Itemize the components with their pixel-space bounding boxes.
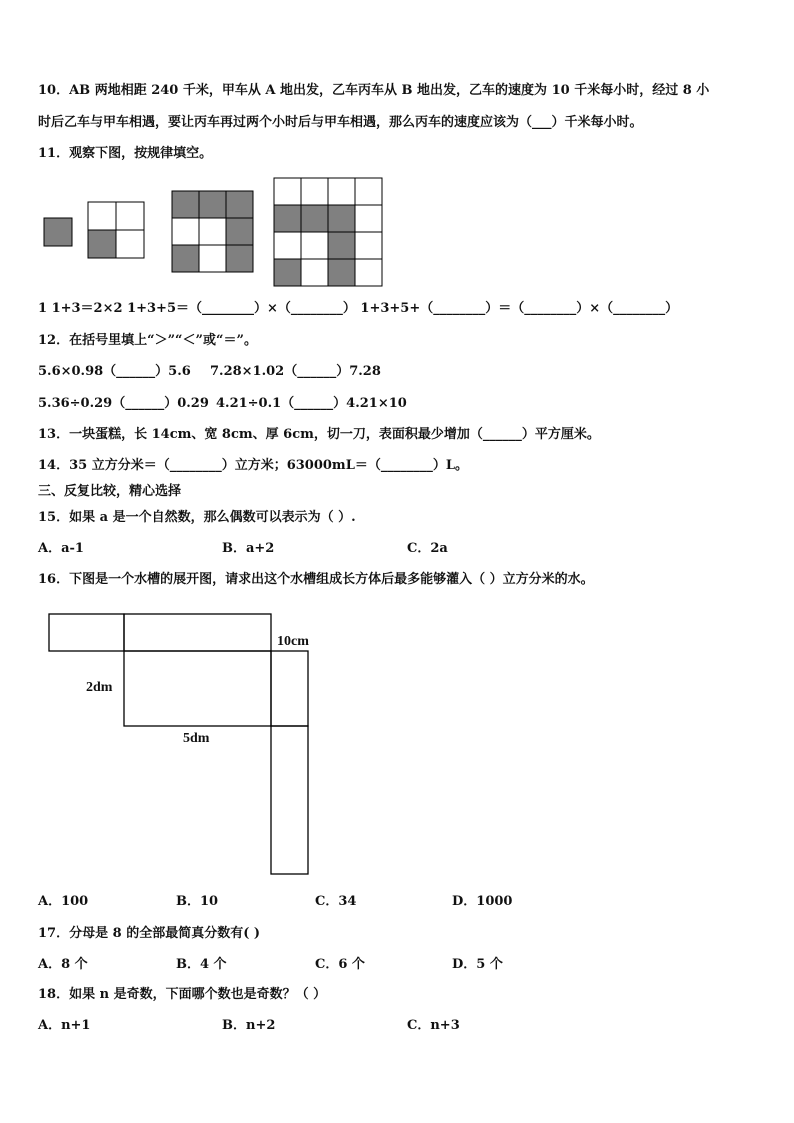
square-pattern-3 bbox=[172, 191, 253, 272]
q18-option-c: C．n+3 bbox=[407, 1018, 460, 1033]
q17-option-c: C．6 个 bbox=[315, 957, 365, 972]
q17-option-b: B．4 个 bbox=[176, 957, 227, 972]
q18-option-b: B．n+2 bbox=[222, 1018, 276, 1033]
label-length-5dm: 5dm bbox=[183, 731, 210, 746]
square-pattern-1 bbox=[44, 218, 72, 246]
q10-line1: 10．AB 两地相距 240 千米，甲车从 A 地出发，乙车丙车从 B 地出发，乙车的速度为 10 千米每小时，经过 8 小 bbox=[38, 83, 710, 98]
q12-row2a: 5.36÷0.29（______）0.29 bbox=[38, 396, 209, 411]
label-width-2dm: 2dm bbox=[86, 680, 113, 695]
q13-text: 13．一块蛋糕，长 14cm、宽 8cm、厚 6cm，切一刀，表面积最少增加（______）平方厘米。 bbox=[38, 427, 600, 442]
q15-title: 15．如果 a 是一个自然数，那么偶数可以表示为（ ）. bbox=[38, 510, 356, 525]
q18-title: 18．如果 n 是奇数，下面哪个数也是奇数？（ ） bbox=[38, 987, 327, 1002]
q18-option-a: A．n+1 bbox=[38, 1018, 91, 1033]
q17-option-a: A．8 个 bbox=[38, 957, 88, 972]
q17-title: 17．分母是 8 的全部最简真分数有( ) bbox=[38, 926, 261, 941]
water-tank-net-diagram bbox=[49, 614, 308, 874]
q12-row2b: 4.21÷0.1（______）4.21×10 bbox=[216, 396, 407, 411]
q17-option-d: D．5 个 bbox=[452, 957, 503, 972]
q12-row1b: 7.28×1.02（______）7.28 bbox=[210, 364, 381, 379]
label-height-10cm: 10cm bbox=[277, 634, 309, 649]
q16-option-d: D．1000 bbox=[452, 894, 513, 909]
square-pattern-2 bbox=[88, 202, 144, 258]
q16-option-b: B．10 bbox=[176, 894, 219, 909]
q11-formula: 1 1+3＝2×2 1+3+5＝（________）×（________） 1+3+5+（________）＝（________）×（________） bbox=[38, 301, 679, 316]
q12-title: 12．在括号里填上“＞”“＜”或“＝”。 bbox=[38, 333, 257, 348]
q12-row1a: 5.6×0.98（______）5.6 bbox=[38, 364, 191, 379]
q14-text: 14．35 立方分米＝（________）立方米；63000mL＝（________）L。 bbox=[38, 458, 468, 473]
q16-title: 16．下图是一个水槽的展开图，请求出这个水槽组成长方体后最多能够灌入（ ）立方分米的水。 bbox=[38, 572, 594, 587]
q16-option-a: A．100 bbox=[38, 894, 89, 909]
q15-option-b: B．a+2 bbox=[222, 541, 275, 556]
q15-option-a: A．a-1 bbox=[38, 541, 84, 556]
q15-option-c: C．2a bbox=[407, 541, 448, 556]
q11-title: 11．观察下图，按规律填空。 bbox=[38, 146, 213, 161]
square-pattern-4 bbox=[274, 178, 382, 286]
section-3-title: 三、反复比较，精心选择 bbox=[38, 484, 182, 499]
q10-line2: 时后乙车与甲车相遇，要让丙车再过两个小时后与甲车相遇，那么丙车的速度应该为（___）千米每小时。 bbox=[38, 115, 643, 130]
q16-option-c: C．34 bbox=[315, 894, 357, 909]
